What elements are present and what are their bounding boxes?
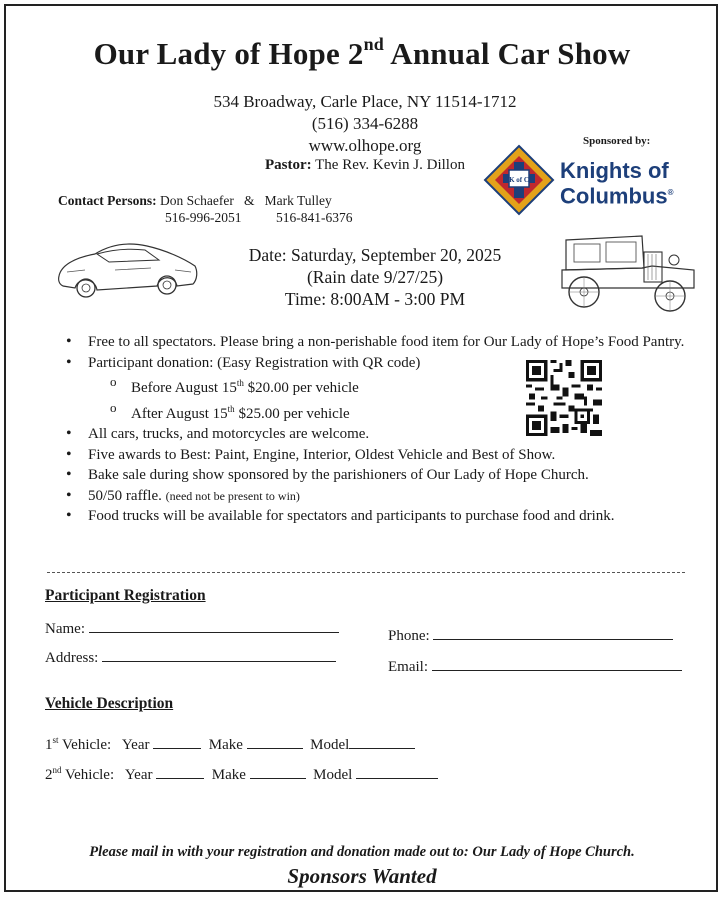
event-rain-date: (Rain date 9/27/25) — [306, 267, 444, 287]
dashed-divider — [47, 572, 685, 573]
list-item: • Participant donation: (Easy Registration with QR code) o Before August 15th $20.00 per vehicle o After August 15th $25.00 per vehicle — [60, 353, 700, 425]
antique-car-image — [556, 226, 704, 314]
phone-field[interactable]: Phone: — [388, 627, 673, 645]
kofc-name-line1: Knights of — [560, 158, 669, 183]
list-item: • Free to all spectators. Please bring a non-perishable food item for Our Lady of Hope’s Food Pantry. — [60, 332, 688, 353]
kofc-name-line2: Columbus® — [560, 183, 674, 209]
list-item: • Food trucks will be available for spectators and participants to purchase food and drink. — [60, 506, 700, 527]
page-title: Our Lady of Hope 2nd Annual Car Show — [93, 34, 631, 71]
participant-registration-heading: Participant Registration — [45, 587, 206, 604]
address-line: 534 Broadway, Carle Place, NY 11514-1712 — [213, 92, 517, 111]
vehicle-1-row[interactable]: 1st Vehicle: Year Make Model — [45, 735, 415, 754]
mail-instructions: Please mail in with your registration and donation made out to: Our Lady of Hope Church. — [89, 844, 635, 860]
phone-line: (516) 334-6288 — [311, 114, 419, 133]
website-line: www.olhope.org — [308, 136, 422, 155]
vehicle-description-heading: Vehicle Description — [45, 695, 174, 712]
list-item: • 50/50 raffle. (need not be present to win) — [60, 486, 700, 507]
sponsors-wanted: Sponsors Wanted — [287, 864, 437, 888]
contact-phone-1: 516-996-2051 — [165, 210, 242, 225]
svg-text:K of C: K of C — [509, 176, 529, 184]
sponsored-by-label: Sponsored by: — [583, 135, 651, 147]
info-list — [60, 332, 700, 527]
registration-qr-code[interactable] — [526, 360, 602, 436]
list-item: o After August 15th $25.00 per vehicle — [88, 399, 700, 425]
list-item: • Bake sale during show sponsored by the parishioners of Our Lady of Hope Church. — [60, 465, 700, 486]
list-item: o Before August 15th $20.00 per vehicle — [88, 373, 700, 399]
address-field[interactable]: Address: — [45, 649, 336, 667]
list-item: • Five awards to Best: Paint, Engine, Interior, Oldest Vehicle and Best of Show. — [60, 445, 700, 466]
email-field[interactable]: Email: — [388, 658, 682, 676]
contact-persons-line: Contact Persons: Don Schaefer & Mark Tulley — [58, 193, 332, 208]
name-field[interactable]: Name: — [45, 620, 339, 638]
event-time: Time: 8:00AM - 3:00 PM — [284, 289, 466, 309]
sports-car-image — [55, 236, 200, 298]
event-date: Date: Saturday, September 20, 2025 — [248, 245, 502, 265]
list-item: • All cars, trucks, and motorcycles are welcome. — [60, 424, 700, 445]
pastor-line: Pastor: The Rev. Kevin J. Dillon — [265, 157, 465, 173]
kofc-emblem-icon — [483, 144, 555, 216]
vehicle-2-row[interactable]: 2nd Vehicle: Year Make Model — [45, 765, 438, 784]
contact-phone-2: 516-841-6376 — [276, 210, 353, 225]
